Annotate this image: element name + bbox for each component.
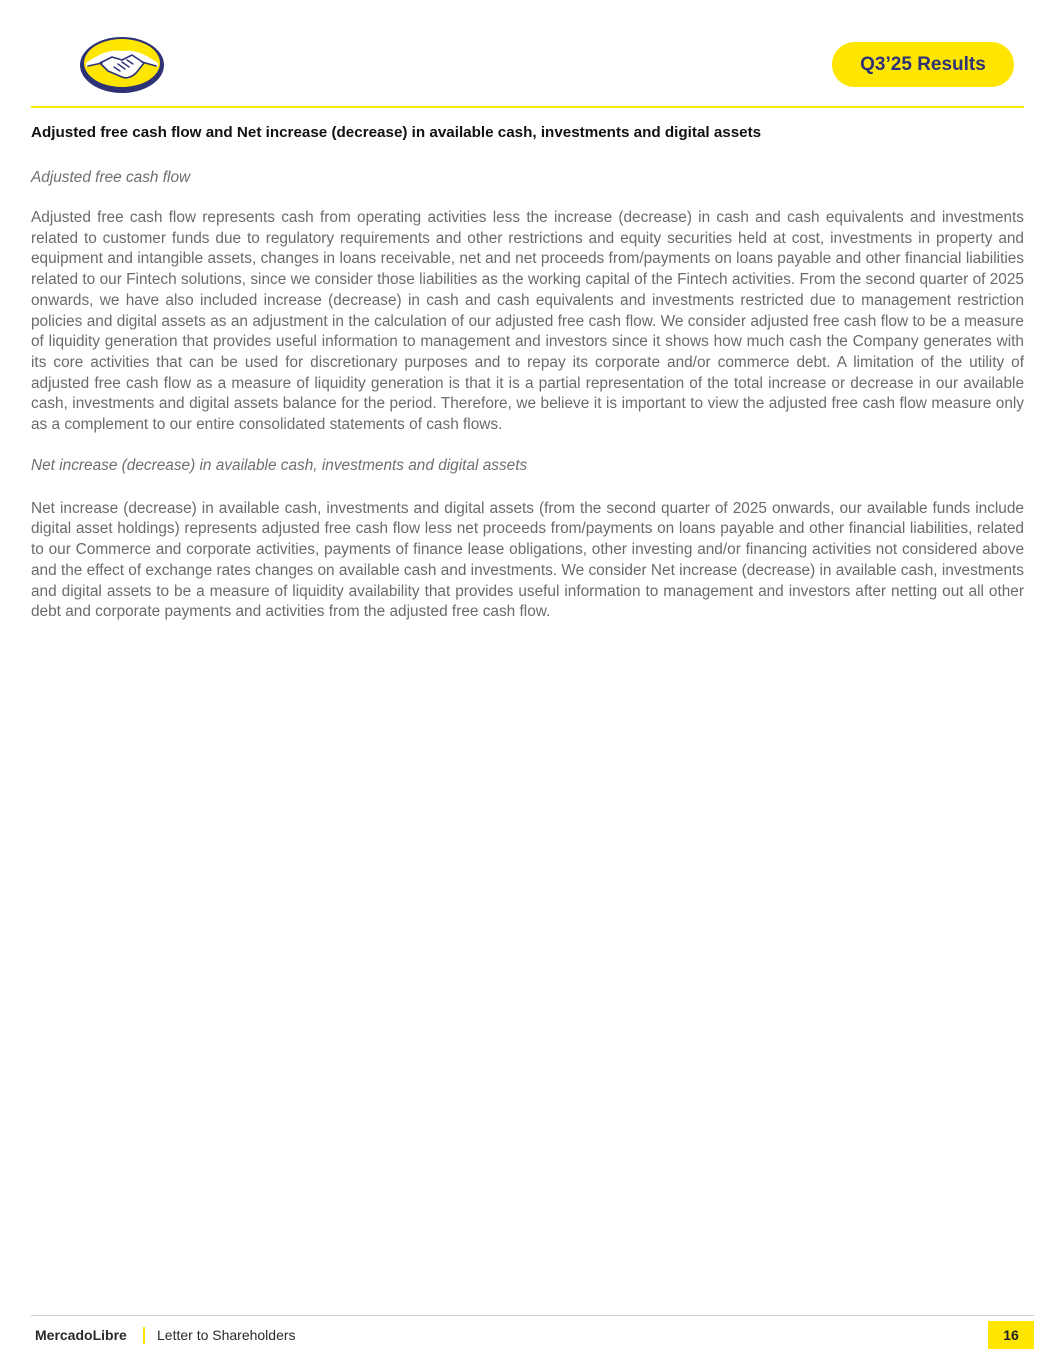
mercadolibre-logo [78, 33, 166, 95]
handshake-icon [78, 33, 166, 95]
footer-document-title: Letter to Shareholders [157, 1327, 296, 1343]
footer-separator [143, 1327, 145, 1344]
paragraph-adjusted-free-cash-flow: Adjusted free cash flow represents cash from operating activities less the increase (decrease) in cash and cash equivalents and investments related to customer funds due to regulatory requirements and other restrictions and equity securities held at cost, investments in property and equipment and intangible assets, changes in loans receivable, net and net proceeds from/payments on loans payable and other financial liabilities related to our Fintech solutions, since we consider those liabilities as the working capital of the Fintech activities. From the second quarter of 2025 onwards, we have also included increase (decrease) in cash and cash equivalents and investments restricted due to management restriction policies and digital assets as an adjustment in the calculation of our adjusted free cash flow. We consider adjusted free cash flow to be a measure of liquidity generation that provides useful information to management and investors since it shows how much cash the Company generates with its core activities that can be used for discretionary purposes and to repay its corporate and/or commerce debt. A limitation of the utility of adjusted free cash flow as a measure of liquidity generation is that it is a partial representation of the total increase or decrease in our available cash, investments and digital assets balance for the period. Therefore, we believe it is important to view the adjusted free cash flow measure only as a complement to our entire consolidated statements of cash flows. [31, 209, 1024, 434]
main-content [31, 122, 1024, 623]
footer-brand: MercadoLibre [35, 1327, 127, 1343]
subheading-adjusted-free-cash-flow: Adjusted free cash flow [31, 169, 191, 186]
results-badge: Q3’25 Results [832, 42, 1014, 87]
paragraph-net-increase-available-cash: Net increase (decrease) in available cash, investments and digital assets (from the second quarter of 2025 onwards, our available funds include digital asset holdings) represents adjusted free cash flow less net proceeds from/payments on loans payable and other financial liabilities, related to our Commerce and corporate activities, payments of finance lease obligations, other investing and/or financing activities not considered above and the effect of exchange rates changes on available cash and investments. We consider Net increase (decrease) in available cash, investments and digital assets to be a measure of liquidity availability that provides useful information to management and investors after netting out all other debt and corporate payments and activities from the adjusted free cash flow. [31, 499, 1024, 621]
header-divider [31, 106, 1024, 108]
subheading-net-increase-available-cash: Net increase (decrease) in available cash, investments and digital assets [31, 456, 528, 474]
page-number: 16 [988, 1321, 1034, 1349]
section-title: Adjusted free cash flow and Net increase (decrease) in available cash, investments and digital assets [31, 124, 762, 141]
footer-divider [31, 1315, 1034, 1316]
